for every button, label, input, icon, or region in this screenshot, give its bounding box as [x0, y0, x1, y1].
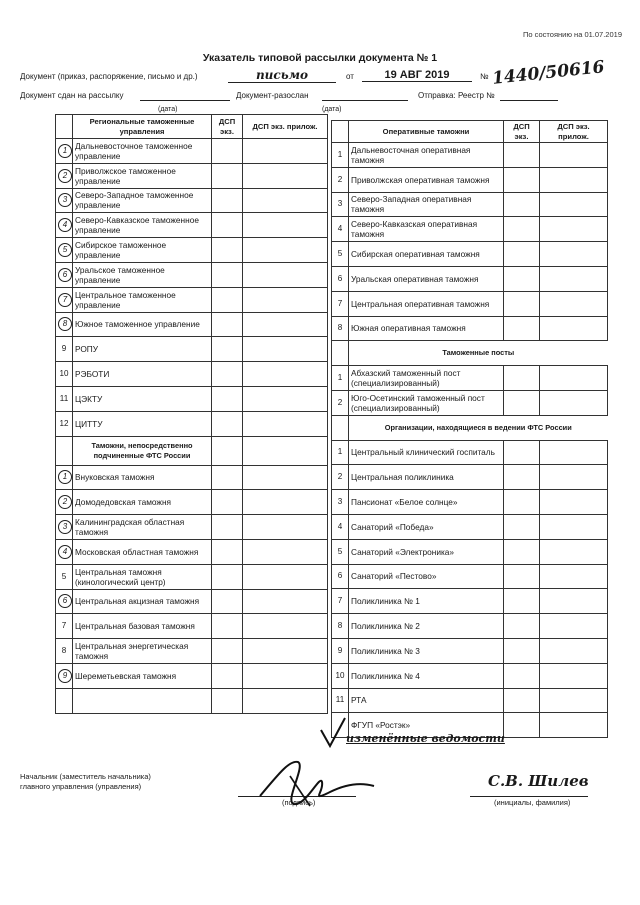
right-recipient-name: Южная оперативная таможня — [349, 316, 504, 341]
right-recipient-name: Санаторий «Победа» — [349, 514, 504, 539]
signature-caption: (подпись) — [282, 798, 316, 807]
right-row-number: 7 — [332, 589, 349, 614]
right-app-cell — [540, 465, 608, 490]
sent-label: Отправка: Реестр № — [418, 91, 495, 100]
left-recipient-name: Уральское таможенное управление — [73, 262, 212, 287]
right-app-cell — [540, 440, 608, 465]
right-recipient-name: Центральная поликлиника — [349, 465, 504, 490]
left-row-number: 11 — [56, 386, 73, 411]
circled-number: 3 — [58, 520, 72, 534]
left-row — [56, 614, 328, 639]
right-row — [332, 316, 608, 341]
right-dsp-cell — [504, 539, 540, 564]
left-row-number: 12 — [56, 411, 73, 436]
left-app-cell — [243, 188, 328, 213]
date-caption-mid: (дата) — [322, 106, 342, 113]
left-recipient-name: Домодедовская таможня — [73, 490, 212, 515]
doc-number-prefix: № — [480, 72, 489, 81]
left-recipient-name — [73, 688, 212, 713]
left-num-header — [56, 115, 73, 139]
left-row — [56, 287, 328, 312]
left-row-number — [56, 589, 73, 614]
left-row — [56, 639, 328, 664]
right-section-row — [332, 415, 608, 440]
right-dsp-cell — [504, 713, 540, 738]
left-dsp-cell — [212, 614, 243, 639]
right-row-number: 3 — [332, 490, 349, 515]
right-app-header: ДСП экз. прилож. — [540, 121, 608, 143]
right-row-number: 5 — [332, 242, 349, 267]
left-dsp-cell — [212, 465, 243, 490]
left-recipient-name: Центральная таможня (кинологический центр) — [73, 564, 212, 589]
left-app-cell — [243, 515, 328, 540]
circled-number: 3 — [58, 193, 72, 207]
right-dsp-cell — [504, 638, 540, 663]
left-row-number — [56, 436, 73, 465]
left-row — [56, 515, 328, 540]
right-app-cell — [540, 638, 608, 663]
left-recipient-name: РОПУ — [73, 337, 212, 362]
right-app-cell — [540, 514, 608, 539]
right-app-cell — [540, 316, 608, 341]
left-recipient-name: Южное таможенное управление — [73, 312, 212, 337]
left-recipient-name: Внуковская таможня — [73, 465, 212, 490]
left-app-cell — [243, 262, 328, 287]
left-row — [56, 262, 328, 287]
right-app-cell — [540, 143, 608, 168]
left-app-cell — [243, 362, 328, 387]
left-dsp-cell — [212, 639, 243, 664]
right-section-row — [332, 341, 608, 366]
left-app-cell — [243, 589, 328, 614]
right-app-cell — [540, 713, 608, 738]
left-dsp-cell — [212, 337, 243, 362]
left-recipient-name: Дальневосточное таможенное управление — [73, 139, 212, 164]
right-row-number: 5 — [332, 539, 349, 564]
right-row — [332, 539, 608, 564]
date-caption-left: (дата) — [158, 106, 178, 113]
left-dsp-cell — [212, 515, 243, 540]
left-recipient-name: Северо-Западное таможенное управление — [73, 188, 212, 213]
left-app-cell — [243, 411, 328, 436]
left-app-cell — [243, 163, 328, 188]
circled-number: 1 — [58, 470, 72, 484]
left-row — [56, 539, 328, 564]
handwritten-addition: изменённые ведомости — [346, 732, 505, 745]
right-recipient-name: Санаторий «Электроника» — [349, 539, 504, 564]
left-row — [56, 564, 328, 589]
left-row-number — [56, 539, 73, 564]
right-app-cell — [540, 589, 608, 614]
left-recipient-name: Северо-Кавказское таможенное управление — [73, 213, 212, 238]
left-dsp-cell — [212, 262, 243, 287]
right-row-number — [332, 415, 349, 440]
left-app-cell — [243, 663, 328, 688]
circled-number: 8 — [58, 317, 72, 331]
right-row — [332, 266, 608, 291]
left-row — [56, 163, 328, 188]
left-app-cell — [243, 539, 328, 564]
left-dsp-cell — [212, 564, 243, 589]
right-row — [332, 217, 608, 242]
right-recipient-name: ФГУП «Ростэк» — [349, 713, 504, 738]
right-row-number: 2 — [332, 167, 349, 192]
right-app-cell — [540, 539, 608, 564]
right-row-number: 7 — [332, 291, 349, 316]
right-recipient-name: Поликлиника № 2 — [349, 614, 504, 639]
signer-position-line1: Начальник (заместитель начальника) — [20, 772, 151, 781]
right-dsp-cell — [504, 564, 540, 589]
left-app-cell — [243, 564, 328, 589]
circled-number: 6 — [58, 594, 72, 608]
right-dsp-cell — [504, 514, 540, 539]
left-app-cell — [243, 337, 328, 362]
left-recipient-name: Московская областная таможня — [73, 539, 212, 564]
left-name-header: Региональные таможенные управления — [73, 115, 212, 139]
left-row — [56, 663, 328, 688]
circled-number: 5 — [58, 243, 72, 257]
right-dsp-cell — [504, 465, 540, 490]
left-recipient-name: РЭБОТИ — [73, 362, 212, 387]
right-app-cell — [540, 688, 608, 713]
left-row-number — [56, 688, 73, 713]
left-dsp-cell — [212, 688, 243, 713]
left-recipient-name: Центральная акцизная таможня — [73, 589, 212, 614]
right-row-number: 8 — [332, 614, 349, 639]
left-recipient-name: ЦИТТУ — [73, 411, 212, 436]
handed-date-line — [140, 92, 230, 101]
left-row — [56, 386, 328, 411]
right-name-header: Оперативные таможни — [349, 121, 504, 143]
right-row — [332, 614, 608, 639]
right-recipient-name: Северо-Западная оперативная таможня — [349, 192, 504, 217]
right-row-number: 6 — [332, 266, 349, 291]
distributed-date-line — [322, 92, 408, 101]
left-row-number — [56, 465, 73, 490]
right-dsp-header: ДСП экз. — [504, 121, 540, 143]
left-header-row — [56, 115, 328, 139]
circled-number: 6 — [58, 268, 72, 282]
doc-number-value: 1440/50616 — [491, 57, 606, 89]
left-app-header: ДСП экз. прилож. — [243, 115, 328, 139]
signature-icon — [250, 752, 380, 812]
left-row-number — [56, 663, 73, 688]
left-section-row — [56, 436, 328, 465]
right-recipient-name: Центральная оперативная таможня — [349, 291, 504, 316]
left-app-cell — [243, 465, 328, 490]
right-row — [332, 366, 608, 391]
right-row-number: 4 — [332, 217, 349, 242]
right-dsp-cell — [504, 614, 540, 639]
left-row — [56, 238, 328, 263]
left-dsp-cell — [212, 238, 243, 263]
right-row — [332, 564, 608, 589]
left-row — [56, 589, 328, 614]
left-row — [56, 411, 328, 436]
right-row — [332, 192, 608, 217]
circled-number: 2 — [58, 169, 72, 183]
left-dsp-cell — [212, 386, 243, 411]
circled-number: 1 — [58, 144, 72, 158]
right-app-cell — [540, 217, 608, 242]
left-recipient-name: Приволжское таможенное управление — [73, 163, 212, 188]
right-recipient-name: Абхазский таможенный пост (специализированный) — [349, 366, 504, 391]
left-dsp-cell — [212, 436, 243, 465]
circled-number: 4 — [58, 545, 72, 559]
right-row-number: 3 — [332, 192, 349, 217]
left-recipient-name: Центральная базовая таможня — [73, 614, 212, 639]
right-row-number: 4 — [332, 514, 349, 539]
doc-type-value: письмо — [228, 68, 336, 83]
right-app-cell — [540, 614, 608, 639]
right-row — [332, 143, 608, 168]
right-dsp-cell — [504, 192, 540, 217]
right-app-cell — [540, 242, 608, 267]
left-dsp-cell — [212, 139, 243, 164]
left-row-number: 8 — [56, 639, 73, 664]
right-app-cell — [540, 266, 608, 291]
right-recipient-name: Северо-Кавказская оперативная таможня — [349, 217, 504, 242]
right-dsp-cell — [504, 688, 540, 713]
left-row — [56, 688, 328, 713]
right-row — [332, 638, 608, 663]
right-row-number: 1 — [332, 440, 349, 465]
left-row-number: 9 — [56, 337, 73, 362]
right-app-cell — [540, 663, 608, 688]
right-recipient-name: Приволжская оперативная таможня — [349, 167, 504, 192]
right-app-cell — [540, 167, 608, 192]
left-row — [56, 490, 328, 515]
distributed-label: Документ-разослан — [236, 91, 309, 100]
right-dsp-cell — [504, 143, 540, 168]
left-row-number — [56, 139, 73, 164]
left-app-cell — [243, 312, 328, 337]
circled-number: 7 — [58, 293, 72, 307]
left-row-number — [56, 238, 73, 263]
left-dsp-cell — [212, 312, 243, 337]
left-dsp-cell — [212, 188, 243, 213]
doc-from-label: от — [346, 72, 354, 81]
initials-caption: (инициалы, фамилия) — [494, 798, 571, 807]
initials-line — [470, 795, 588, 797]
right-dsp-cell — [504, 366, 540, 391]
right-app-cell — [540, 291, 608, 316]
left-row-number — [56, 188, 73, 213]
left-row-number: 7 — [56, 614, 73, 639]
left-row-number: 10 — [56, 362, 73, 387]
left-app-cell — [243, 386, 328, 411]
left-row — [56, 213, 328, 238]
left-row-number: 5 — [56, 564, 73, 589]
right-dsp-cell — [504, 217, 540, 242]
right-dsp-cell — [504, 167, 540, 192]
right-row-number: 2 — [332, 465, 349, 490]
right-dsp-cell — [504, 390, 540, 415]
right-row-number — [332, 341, 349, 366]
right-section-title: Таможенные посты — [349, 341, 608, 366]
left-app-cell — [243, 490, 328, 515]
right-num-header — [332, 121, 349, 143]
right-dsp-cell — [504, 316, 540, 341]
operational-customs-table — [331, 120, 608, 738]
right-dsp-cell — [504, 589, 540, 614]
registry-number-line — [500, 92, 558, 101]
right-recipient-name: Пансионат «Белое солнце» — [349, 490, 504, 515]
status-note: По состоянию на 01.07.2019 — [523, 30, 622, 39]
left-app-cell — [243, 614, 328, 639]
left-row — [56, 188, 328, 213]
right-row — [332, 440, 608, 465]
left-row-number — [56, 515, 73, 540]
right-row — [332, 390, 608, 415]
left-app-cell — [243, 139, 328, 164]
right-row-number: 6 — [332, 564, 349, 589]
left-app-cell — [243, 213, 328, 238]
left-recipient-name: Центральная энергетическая таможня — [73, 639, 212, 664]
check-mark-icon — [318, 716, 348, 752]
right-app-cell — [540, 564, 608, 589]
right-row — [332, 663, 608, 688]
left-row — [56, 139, 328, 164]
right-row-number: 11 — [332, 688, 349, 713]
right-row-number: 8 — [332, 316, 349, 341]
left-row — [56, 337, 328, 362]
left-row-number — [56, 163, 73, 188]
right-row — [332, 514, 608, 539]
right-recipient-name: Дальневосточная оперативная таможня — [349, 143, 504, 168]
right-row-number: 9 — [332, 638, 349, 663]
left-dsp-cell — [212, 362, 243, 387]
right-dsp-cell — [504, 490, 540, 515]
left-dsp-cell — [212, 490, 243, 515]
left-dsp-cell — [212, 411, 243, 436]
circled-number: 9 — [58, 669, 72, 683]
signer-position-line2: главного управления (управления) — [20, 782, 142, 791]
left-section-title: Таможни, непосредственно подчиненные ФТС России — [73, 436, 212, 465]
left-dsp-cell — [212, 589, 243, 614]
left-dsp-cell — [212, 287, 243, 312]
right-recipient-name: Поликлиника № 1 — [349, 589, 504, 614]
right-dsp-cell — [504, 440, 540, 465]
left-row — [56, 312, 328, 337]
left-row-number — [56, 490, 73, 515]
left-recipient-name: Шереметьевская таможня — [73, 663, 212, 688]
right-dsp-cell — [504, 242, 540, 267]
signer-name: С.В. Шилев — [488, 772, 589, 790]
handed-label: Документ сдан на рассылку — [20, 91, 124, 100]
right-row-number: 2 — [332, 390, 349, 415]
left-recipient-name: Калининградская областная таможня — [73, 515, 212, 540]
left-row-number — [56, 262, 73, 287]
right-row — [332, 465, 608, 490]
right-header-row — [332, 121, 608, 143]
document-title: Указатель типовой рассылки документа № 1 — [202, 52, 438, 64]
left-dsp-cell — [212, 663, 243, 688]
right-recipient-name: Поликлиника № 3 — [349, 638, 504, 663]
left-row-number — [56, 213, 73, 238]
left-dsp-cell — [212, 539, 243, 564]
left-recipient-name: Сибирское таможенное управление — [73, 238, 212, 263]
right-recipient-name: РТА — [349, 688, 504, 713]
right-row — [332, 242, 608, 267]
left-row — [56, 362, 328, 387]
right-recipient-name: Санаторий «Пестово» — [349, 564, 504, 589]
right-row-number: 1 — [332, 366, 349, 391]
right-recipient-name: Уральская оперативная таможня — [349, 266, 504, 291]
left-row-number — [56, 312, 73, 337]
right-row-number: 1 — [332, 143, 349, 168]
doc-date-value: 19 АВГ 2019 — [362, 69, 472, 82]
left-app-cell — [243, 639, 328, 664]
right-dsp-cell — [504, 266, 540, 291]
right-row — [332, 291, 608, 316]
right-row — [332, 688, 608, 713]
right-recipient-name: Юго-Осетинский таможенный пост (специализированный) — [349, 390, 504, 415]
right-row — [332, 589, 608, 614]
right-row-number: 10 — [332, 663, 349, 688]
right-dsp-cell — [504, 663, 540, 688]
left-recipient-name: Центральное таможенное управление — [73, 287, 212, 312]
left-dsp-header: ДСП экз. — [212, 115, 243, 139]
left-recipient-name: ЦЭКТУ — [73, 386, 212, 411]
left-app-cell — [243, 436, 328, 465]
regional-customs-table — [55, 114, 328, 714]
left-dsp-cell — [212, 213, 243, 238]
left-row — [56, 465, 328, 490]
circled-number: 2 — [58, 495, 72, 509]
right-recipient-name: Центральный клинический госпиталь — [349, 440, 504, 465]
right-row — [332, 167, 608, 192]
right-recipient-name: Поликлиника № 4 — [349, 663, 504, 688]
right-app-cell — [540, 192, 608, 217]
right-app-cell — [540, 490, 608, 515]
right-app-cell — [540, 390, 608, 415]
left-dsp-cell — [212, 163, 243, 188]
right-recipient-name: Сибирская оперативная таможня — [349, 242, 504, 267]
right-app-cell — [540, 366, 608, 391]
doc-type-label: Документ (приказ, распоряжение, письмо и др.) — [20, 72, 198, 81]
right-dsp-cell — [504, 291, 540, 316]
left-app-cell — [243, 688, 328, 713]
right-row — [332, 490, 608, 515]
left-app-cell — [243, 287, 328, 312]
right-section-title: Организации, находящиеся в ведении ФТС России — [349, 415, 608, 440]
left-row-number — [56, 287, 73, 312]
left-app-cell — [243, 238, 328, 263]
circled-number: 4 — [58, 218, 72, 232]
